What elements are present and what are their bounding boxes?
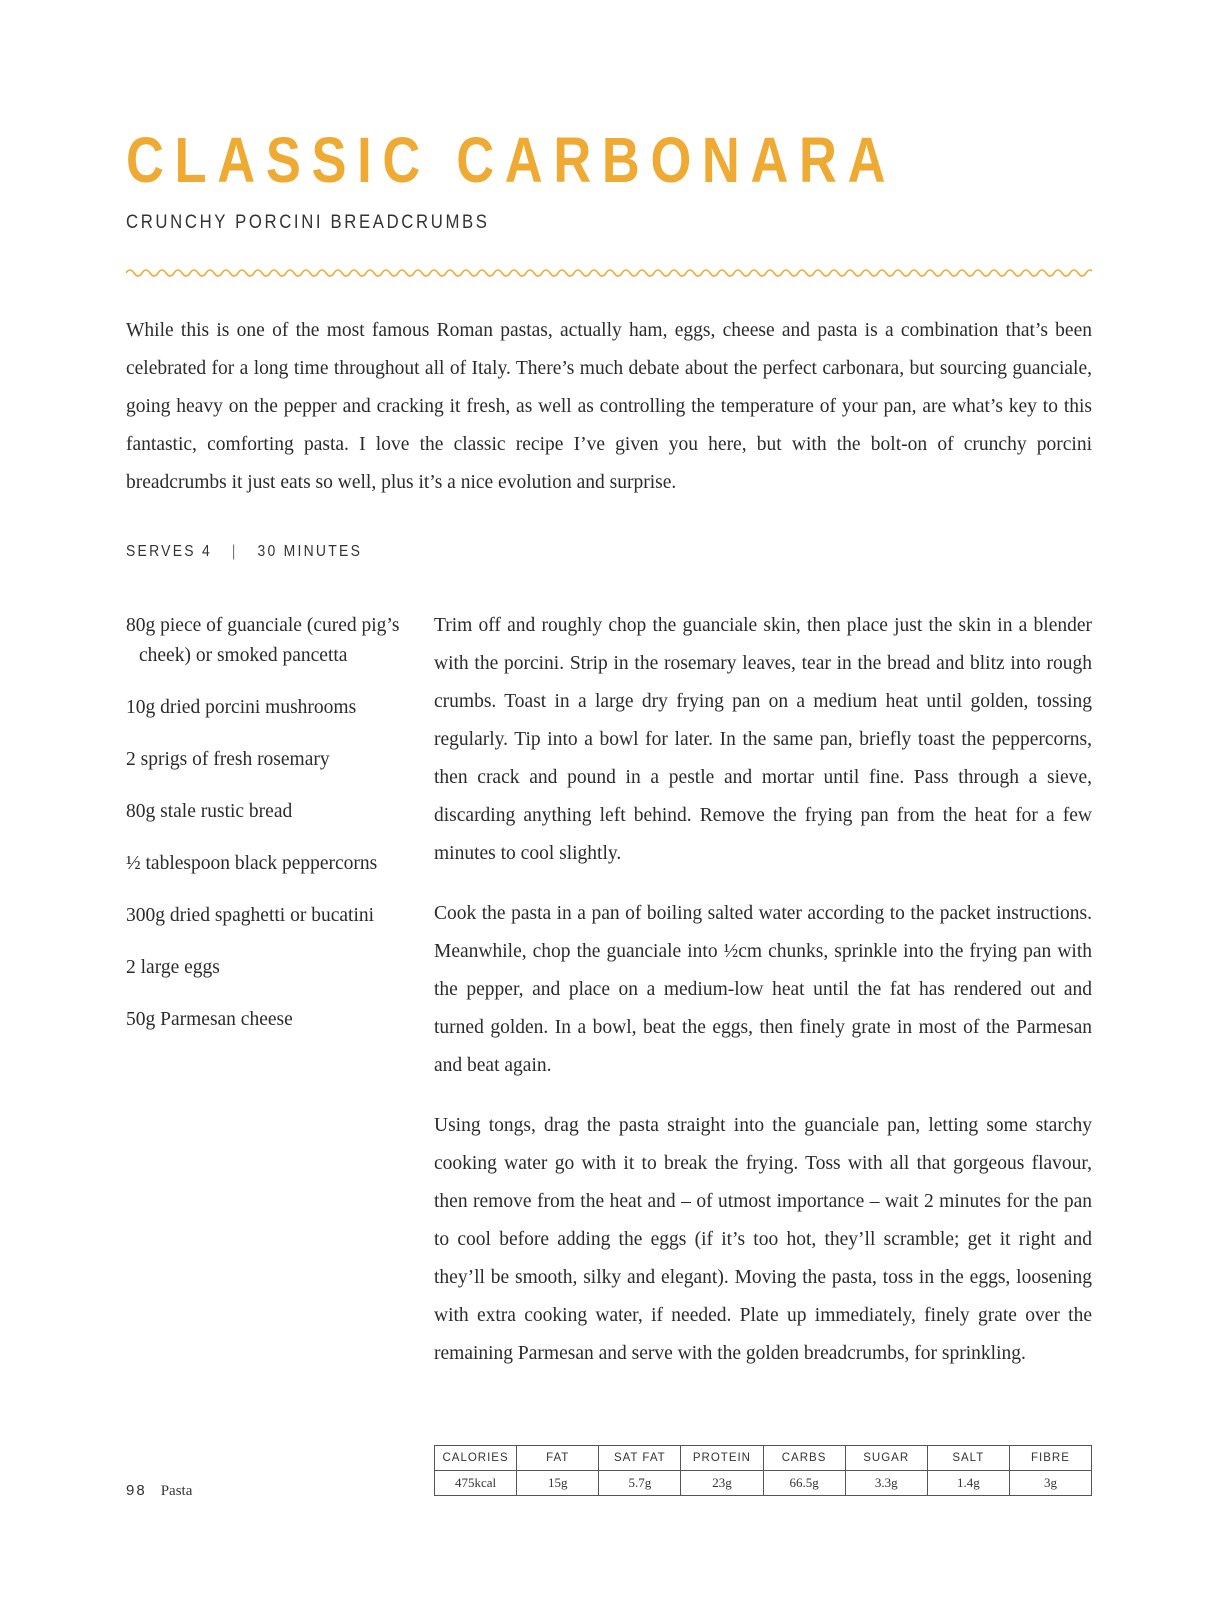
nutrition-header-sat-fat: SAT FAT <box>599 1446 681 1471</box>
recipe-subtitle: CRUNCHY PORCINI BREADCRUMBS <box>126 212 490 233</box>
wavy-divider <box>126 266 1092 280</box>
ingredient-item: 80g stale rustic bread <box>126 801 293 822</box>
nutrition-header-protein: PROTEIN <box>681 1446 763 1471</box>
nutrition-value-row <box>435 1471 1092 1496</box>
nutrition-header-salt: SALT <box>927 1446 1009 1471</box>
nutrition-value-sugar: 3.3g <box>845 1471 927 1496</box>
nutrition-header-carbs: CARBS <box>763 1446 845 1471</box>
serves-label: SERVES 4 <box>126 543 212 560</box>
recipe-title: CLASSIC CARBONARA <box>126 124 897 196</box>
method-step: Cook the pasta in a pan of boiling salted water according to the packet instructions. Meanwhile, chop the guanciale into ½cm chunks, sprinkle into the frying pan with the pepper, and place on a medium-low heat until the fat has rendered out and turned golden. In a bowl, beat the eggs, then finely grate in most of the Parmesan and beat again. <box>434 903 1092 1076</box>
ingredients-list <box>126 611 406 1057</box>
ingredient-item: 50g Parmesan cheese <box>126 1009 293 1030</box>
method-step: Using tongs, drag the pasta straight into the guanciale pan, letting some starchy cooking water go with it to break the frying. Toss with all that gorgeous flavour, then remove from the heat and – of utmost importance – wait 2 minutes for the pan to cool before adding the eggs (if it’s too hot, they’ll scramble; get it right and they’ll be smooth, silky and elegant). Moving the pasta, toss in the eggs, loosening with extra cooking water, if needed. Plate up immediately, finely grate over the remaining Parmesan and serve with the golden breadcrumbs, for sprinkling. <box>434 1115 1092 1364</box>
nutrition-header-row <box>435 1446 1092 1471</box>
nutrition-header-fat: FAT <box>517 1446 599 1471</box>
nutrition-value-fibre: 3g <box>1009 1471 1091 1496</box>
nutrition-value-protein: 23g <box>681 1471 763 1496</box>
method-section <box>434 607 1092 1395</box>
nutrition-value-calories: 475kcal <box>435 1471 517 1496</box>
time-label: 30 MINUTES <box>257 543 363 560</box>
ingredient-item: 2 large eggs <box>126 957 220 978</box>
nutrition-header-fibre: FIBRE <box>1009 1446 1091 1471</box>
ingredient-item: 10g dried porcini mushrooms <box>126 697 357 718</box>
meta-separator: | <box>231 543 238 560</box>
ingredient-item: 80g piece of guanciale (cured pig’s cheek) or smoked pancetta <box>126 615 400 666</box>
nutrition-header-sugar: SUGAR <box>845 1446 927 1471</box>
ingredient-item: 300g dried spaghetti or bucatini <box>126 905 375 926</box>
method-step: Trim off and roughly chop the guanciale skin, then place just the skin in a blender with the porcini. Strip in the rosemary leaves, tear in the bread and blitz into rough crumbs. Toast in a large dry frying pan on a medium heat until golden, tossing regularly. Tip into a bowl for later. In the same pan, briefly toast the peppercorns, then crack and pound in a pestle and mortar until fine. Pass through a sieve, discarding anything left behind. Remove the frying pan from the heat for a few minutes to cool slightly. <box>434 615 1092 864</box>
nutrition-value-salt: 1.4g <box>927 1471 1009 1496</box>
recipe-meta <box>126 543 362 561</box>
ingredient-item: 2 sprigs of fresh rosemary <box>126 749 330 770</box>
nutrition-value-carbs: 66.5g <box>763 1471 845 1496</box>
section-name: Pasta <box>160 1483 193 1499</box>
ingredient-item: ½ tablespoon black peppercorns <box>126 853 378 874</box>
page-number: 98 <box>126 1482 147 1499</box>
nutrition-value-fat: 15g <box>517 1471 599 1496</box>
intro-paragraph: While this is one of the most famous Roman pastas, actually ham, eggs, cheese and pasta is a combination that’s been celebrated for a long time throughout all of Italy. There’s much debate about the perfect carbonara, but sourcing guanciale, going heavy on the pepper and cracking it fresh, as well as controlling the temperature of your pan, are what’s key to this fantastic, comforting pasta. I love the classic recipe I’ve given you here, but with the bolt-on of crunchy porcini breadcrumbs it just eats so well, plus it’s a nice evolution and surprise. <box>126 320 1092 493</box>
nutrition-table <box>434 1445 1092 1496</box>
nutrition-header-calories: CALORIES <box>435 1446 517 1471</box>
nutrition-value-sat-fat: 5.7g <box>599 1471 681 1496</box>
page-footer <box>126 1482 192 1500</box>
